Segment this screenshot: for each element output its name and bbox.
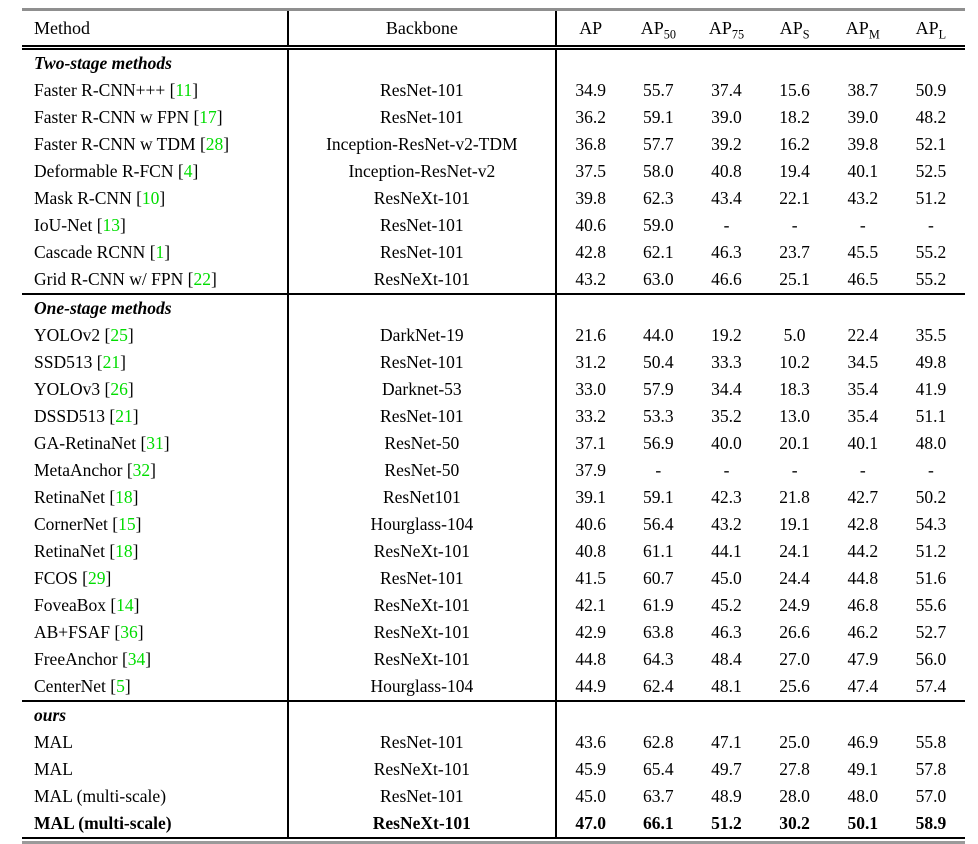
paper-table-page	[0, 8, 978, 833]
method-cell: RetinaNet [18]	[34, 541, 139, 561]
value-cell: 40.0	[711, 433, 742, 453]
value-cell: 42.9	[556, 619, 624, 646]
value-cell: 51.1	[915, 406, 947, 426]
method-cell: FreeAnchor [34]	[34, 649, 152, 669]
backbone-cell: ResNet-101	[288, 77, 557, 104]
backbone-cell: DarkNet-19	[288, 322, 557, 349]
value-cell: 46.9	[847, 732, 879, 752]
value-cell: 63.0	[643, 269, 674, 289]
value-cell: 48.1	[711, 676, 742, 696]
value-cell: 48.4	[711, 649, 742, 669]
value-cell: 22.1	[779, 188, 810, 208]
table-row	[22, 104, 965, 131]
value-cell: 57.9	[643, 379, 674, 399]
backbone-cell: ResNet-101	[288, 349, 557, 376]
value-cell: 43.4	[711, 188, 742, 208]
method-cell: GA-RetinaNet [31]	[34, 433, 170, 453]
method-cell: IoU-Net [13]	[34, 215, 126, 235]
value-cell: 44.9	[556, 673, 624, 701]
citation-number: 28	[205, 134, 224, 154]
table-row	[22, 239, 965, 266]
value-cell: 51.2	[915, 188, 947, 208]
table-row	[22, 376, 965, 403]
section-label: ours	[22, 701, 288, 729]
value-cell: 55.8	[915, 732, 947, 752]
citation-number: 21	[102, 352, 121, 372]
value-cell: 15.6	[779, 80, 810, 100]
value-cell: 25.1	[779, 269, 810, 289]
value-cell: 43.2	[847, 188, 879, 208]
value-cell: 49.8	[915, 352, 947, 372]
value-cell: 24.1	[779, 541, 810, 561]
value-cell: 57.0	[915, 786, 947, 806]
value-cell: 58.0	[643, 161, 674, 181]
value-cell: 51.2	[711, 813, 742, 833]
section-spacer	[692, 701, 760, 729]
value-cell: 42.3	[711, 487, 742, 507]
value-cell: 33.0	[556, 376, 624, 403]
value-cell: 33.3	[711, 352, 742, 372]
method-cell: Grid R-CNN w/ FPN [22]	[34, 269, 217, 289]
value-cell: 36.8	[556, 131, 624, 158]
section-spacer	[761, 701, 829, 729]
value-cell: 35.5	[915, 325, 947, 345]
table-row	[22, 565, 965, 592]
value-cell: 19.2	[711, 325, 742, 345]
method-cell: MAL (multi-scale)	[34, 786, 167, 806]
value-cell: 41.9	[915, 379, 947, 399]
backbone-cell: Inception-ResNet-v2	[288, 158, 557, 185]
method-cell: Deformable R-FCN [4]	[34, 161, 199, 181]
results-table	[22, 8, 965, 839]
header-cell-aps: $AP_S$	[761, 10, 829, 48]
section-spacer	[829, 48, 897, 78]
value-cell: 50.2	[915, 487, 947, 507]
value-cell: 37.4	[711, 80, 742, 100]
citation-number: 4	[183, 161, 193, 181]
section-header-row	[22, 701, 965, 729]
value-cell: 40.8	[711, 161, 742, 181]
value-cell: 52.5	[915, 161, 947, 181]
value-cell: -	[791, 215, 798, 235]
backbone-cell: ResNeXt-101	[288, 810, 557, 838]
value-cell: 55.7	[643, 80, 674, 100]
citation-number: 15	[118, 514, 136, 534]
value-cell: 49.7	[711, 759, 742, 779]
value-cell: 62.8	[643, 732, 674, 752]
backbone-cell: Hourglass-104	[288, 511, 557, 538]
backbone-cell: ResNet-101	[288, 239, 557, 266]
section-spacer	[829, 294, 897, 322]
method-cell: SSD513 [21]	[34, 352, 126, 372]
table-row	[22, 457, 965, 484]
table-row	[22, 538, 965, 565]
table-row	[22, 592, 965, 619]
backbone-cell: ResNet-101	[288, 403, 557, 430]
value-cell: 46.3	[711, 242, 742, 262]
value-cell: -	[859, 215, 866, 235]
value-cell: 51.2	[915, 541, 947, 561]
section-spacer	[624, 701, 692, 729]
backbone-cell: ResNet-101	[288, 104, 557, 131]
citation-number: 1	[155, 242, 165, 262]
table-row	[22, 77, 965, 104]
value-cell: 40.6	[556, 212, 624, 239]
method-cell: MAL	[34, 759, 73, 779]
value-cell: 47.0	[556, 810, 624, 838]
method-cell: MetaAnchor [32]	[34, 460, 156, 480]
value-cell: 39.0	[847, 107, 879, 127]
value-cell: -	[928, 460, 934, 480]
header-row	[22, 10, 965, 48]
value-cell: 34.9	[556, 77, 624, 104]
table-row	[22, 673, 965, 701]
method-cell: YOLOv2 [25]	[34, 325, 134, 345]
table-row	[22, 430, 965, 457]
value-cell: 40.1	[847, 161, 879, 181]
table-row	[22, 131, 965, 158]
backbone-cell: ResNet-101	[288, 212, 557, 239]
value-cell: 22.4	[847, 325, 879, 345]
backbone-cell: ResNet101	[288, 484, 557, 511]
citation-number: 29	[87, 568, 106, 588]
citation-number: 26	[110, 379, 128, 399]
value-cell: 19.4	[779, 161, 810, 181]
value-cell: 46.3	[711, 622, 742, 642]
value-cell: -	[723, 215, 730, 235]
value-cell: 26.6	[779, 622, 810, 642]
backbone-cell: ResNeXt-101	[288, 538, 557, 565]
method-cell: FoveaBox [14]	[34, 595, 140, 615]
value-cell: 64.3	[643, 649, 674, 669]
section-spacer	[692, 48, 760, 78]
value-cell: 57.7	[643, 134, 674, 154]
citation-number: 11	[175, 80, 193, 100]
value-cell: 57.8	[915, 759, 947, 779]
value-cell: 48.9	[711, 786, 742, 806]
value-cell: 39.8	[556, 185, 624, 212]
backbone-cell: ResNeXt-101	[288, 592, 557, 619]
section-spacer	[288, 294, 557, 322]
value-cell: 13.0	[779, 406, 810, 426]
citation-number: 17	[199, 107, 217, 127]
value-cell: 58.9	[915, 813, 947, 833]
value-cell: 35.2	[711, 406, 742, 426]
value-cell: 16.2	[779, 134, 810, 154]
table-row	[22, 756, 965, 783]
section-spacer	[556, 294, 624, 322]
backbone-cell: ResNet-101	[288, 729, 557, 756]
citation-number: 32	[132, 460, 151, 480]
value-cell: 43.2	[556, 266, 624, 294]
value-cell: 43.6	[556, 729, 624, 756]
method-cell: Cascade RCNN [1]	[34, 242, 171, 262]
backbone-cell: Inception-ResNet-v2-TDM	[288, 131, 557, 158]
header-cell-ap50: $AP_{50}$	[624, 10, 692, 48]
value-cell: -	[723, 460, 730, 480]
section-spacer	[624, 294, 692, 322]
section-header-row	[22, 294, 965, 322]
value-cell: 20.1	[779, 433, 810, 453]
value-cell: 39.8	[847, 134, 879, 154]
value-cell: 63.7	[643, 786, 674, 806]
value-cell: 34.4	[711, 379, 742, 399]
value-cell: 43.2	[711, 514, 742, 534]
value-cell: 47.4	[847, 676, 879, 696]
value-cell: 18.3	[779, 379, 810, 399]
citation-number: 13	[102, 215, 121, 235]
value-cell: 45.0	[556, 783, 624, 810]
section-label: One-stage methods	[22, 294, 288, 322]
backbone-cell: Hourglass-104	[288, 673, 557, 701]
value-cell: 55.2	[915, 242, 947, 262]
value-cell: 18.2	[779, 107, 810, 127]
value-cell: 62.3	[643, 188, 674, 208]
value-cell: 46.6	[711, 269, 742, 289]
value-cell: 35.4	[847, 406, 879, 426]
value-cell: -	[791, 460, 798, 480]
value-cell: 44.8	[556, 646, 624, 673]
value-cell: 42.8	[847, 514, 879, 534]
value-cell: 50.1	[847, 813, 879, 833]
value-cell: 60.7	[643, 568, 674, 588]
value-cell: 38.7	[847, 80, 879, 100]
value-cell: 21.8	[779, 487, 810, 507]
section-spacer	[288, 48, 557, 78]
header-cell-backbone: Backbone	[288, 10, 557, 48]
section-spacer	[556, 48, 624, 78]
value-cell: 44.2	[847, 541, 879, 561]
section-label: Two-stage methods	[34, 53, 172, 73]
value-cell: 45.0	[711, 568, 742, 588]
value-cell: 44.1	[711, 541, 742, 561]
value-cell: 50.9	[915, 80, 947, 100]
value-cell: 27.8	[779, 759, 810, 779]
table-row	[22, 810, 965, 838]
value-cell: 34.5	[847, 352, 879, 372]
value-cell: 42.1	[556, 592, 624, 619]
value-cell: 47.1	[711, 732, 742, 752]
header-cell-apm: $AP_M$	[829, 10, 897, 48]
value-cell: 19.1	[779, 514, 810, 534]
citation-number: 25	[110, 325, 128, 345]
value-cell: 45.9	[556, 756, 624, 783]
value-cell: 39.1	[556, 484, 624, 511]
value-cell: 24.9	[779, 595, 810, 615]
section-spacer	[556, 701, 624, 729]
value-cell: 48.0	[915, 433, 947, 453]
backbone-cell: ResNeXt-101	[288, 619, 557, 646]
value-cell: 53.3	[643, 406, 674, 426]
value-cell: 51.6	[915, 568, 947, 588]
value-cell: 59.1	[643, 487, 674, 507]
value-cell: 54.3	[915, 514, 947, 534]
backbone-cell: ResNeXt-101	[288, 185, 557, 212]
method-cell: CornerNet [15]	[34, 514, 142, 534]
method-cell: DSSD513 [21]	[34, 406, 139, 426]
backbone-cell: Darknet-53	[288, 376, 557, 403]
backbone-cell: ResNet-50	[288, 430, 557, 457]
method-cell: YOLOv3 [26]	[34, 379, 134, 399]
value-cell: 61.9	[643, 595, 674, 615]
value-cell: 50.4	[643, 352, 674, 372]
value-cell: 40.6	[556, 511, 624, 538]
table-row	[22, 729, 965, 756]
value-cell: 40.8	[556, 538, 624, 565]
value-cell: 52.1	[915, 134, 947, 154]
value-cell: 39.0	[711, 107, 742, 127]
value-cell: 44.0	[643, 325, 674, 345]
header-cell-method: Method	[22, 10, 288, 48]
table-row	[22, 484, 965, 511]
header-cell-ap75: $AP_{75}$	[692, 10, 760, 48]
citation-number: 36	[120, 622, 138, 642]
value-cell: 41.5	[556, 565, 624, 592]
method-cell: Mask R-CNN [10]	[34, 188, 166, 208]
value-cell: 27.0	[779, 649, 810, 669]
table-row	[22, 646, 965, 673]
table-row	[22, 403, 965, 430]
method-cell: Faster R-CNN w TDM [28]	[34, 134, 230, 154]
value-cell: 45.5	[847, 242, 879, 262]
value-cell: 39.2	[711, 134, 742, 154]
value-cell: 48.2	[915, 107, 947, 127]
value-cell: 47.9	[847, 649, 879, 669]
value-cell: 46.2	[847, 622, 879, 642]
value-cell: 42.8	[556, 239, 624, 266]
value-cell: 37.5	[556, 158, 624, 185]
table-row	[22, 783, 965, 810]
value-cell: 65.4	[643, 759, 674, 779]
method-cell: Faster R-CNN w FPN [17]	[34, 107, 223, 127]
table-row	[22, 349, 965, 376]
value-cell: 42.7	[847, 487, 879, 507]
section-spacer	[692, 294, 760, 322]
value-cell: 48.0	[847, 786, 879, 806]
value-cell: 55.6	[915, 595, 947, 615]
value-cell: 5.0	[783, 325, 806, 345]
value-cell: 46.8	[847, 595, 879, 615]
section-spacer	[624, 48, 692, 78]
table-row	[22, 511, 965, 538]
method-cell: CenterNet [5]	[34, 676, 131, 696]
value-cell: 49.1	[847, 759, 879, 779]
value-cell: 44.8	[847, 568, 879, 588]
value-cell: 30.2	[779, 813, 810, 833]
section-spacer	[897, 294, 965, 322]
section-spacer	[761, 294, 829, 322]
method-cell: AB+FSAF [36]	[34, 622, 144, 642]
value-cell: 33.2	[556, 403, 624, 430]
value-cell: 36.2	[556, 104, 624, 131]
method-cell: FCOS [29]	[34, 568, 112, 588]
header-cell-ap: AP	[556, 10, 624, 48]
value-cell: -	[859, 460, 866, 480]
value-cell: 59.0	[643, 215, 674, 235]
backbone-cell: ResNet-101	[288, 783, 557, 810]
citation-number: 21	[115, 406, 133, 426]
header-cell-apl: $AP_L$	[897, 10, 965, 48]
backbone-cell: ResNet-101	[288, 565, 557, 592]
value-cell: 24.4	[779, 568, 810, 588]
method-cell: Faster R-CNN+++ [11]	[34, 80, 199, 100]
table-row	[22, 322, 965, 349]
value-cell: 55.2	[915, 269, 947, 289]
value-cell: 35.4	[847, 379, 879, 399]
table-row	[22, 158, 965, 185]
value-cell: -	[928, 215, 934, 235]
section-spacer	[829, 701, 897, 729]
citation-number: 18	[115, 541, 133, 561]
value-cell: 25.6	[779, 676, 810, 696]
value-cell: 28.0	[779, 786, 810, 806]
citation-number: 5	[116, 676, 125, 696]
backbone-cell: ResNeXt-101	[288, 646, 557, 673]
value-cell: 56.0	[915, 649, 947, 669]
section-header-row	[22, 48, 965, 78]
method-cell: MAL (multi-scale)	[34, 813, 172, 833]
method-cell: MAL	[34, 732, 73, 752]
value-cell: 62.4	[643, 676, 674, 696]
citation-number: 14	[116, 595, 134, 615]
backbone-cell: ResNet-50	[288, 457, 557, 484]
method-cell: RetinaNet [18]	[34, 487, 139, 507]
value-cell: 10.2	[779, 352, 810, 372]
table-row	[22, 212, 965, 239]
value-cell: 62.1	[643, 242, 674, 262]
section-spacer	[897, 701, 965, 729]
value-cell: 45.2	[711, 595, 742, 615]
section-spacer	[761, 48, 829, 78]
citation-number: 34	[127, 649, 146, 669]
value-cell: 59.1	[643, 107, 674, 127]
value-cell: 56.4	[643, 514, 674, 534]
value-cell: 56.9	[643, 433, 674, 453]
value-cell: 63.8	[643, 622, 674, 642]
section-spacer	[288, 701, 557, 729]
section-spacer	[897, 48, 965, 78]
table-row	[22, 266, 965, 294]
citation-number: 10	[141, 188, 160, 208]
citation-number: 31	[146, 433, 164, 453]
backbone-cell: ResNeXt-101	[288, 266, 557, 294]
value-cell: 25.0	[779, 732, 810, 752]
value-cell: 31.2	[556, 349, 624, 376]
value-cell: 37.9	[556, 457, 624, 484]
citation-number: 18	[115, 487, 133, 507]
value-cell: 46.5	[847, 269, 879, 289]
value-cell: 57.4	[915, 676, 947, 696]
value-cell: 21.6	[556, 322, 624, 349]
value-cell: -	[655, 460, 662, 480]
citation-number: 22	[193, 269, 211, 289]
value-cell: 23.7	[779, 242, 810, 262]
value-cell: 40.1	[847, 433, 879, 453]
value-cell: 66.1	[643, 813, 674, 833]
value-cell: 37.1	[556, 430, 624, 457]
value-cell: 61.1	[643, 541, 674, 561]
value-cell: 52.7	[915, 622, 947, 642]
backbone-cell: ResNeXt-101	[288, 756, 557, 783]
table-row	[22, 185, 965, 212]
table-row	[22, 619, 965, 646]
